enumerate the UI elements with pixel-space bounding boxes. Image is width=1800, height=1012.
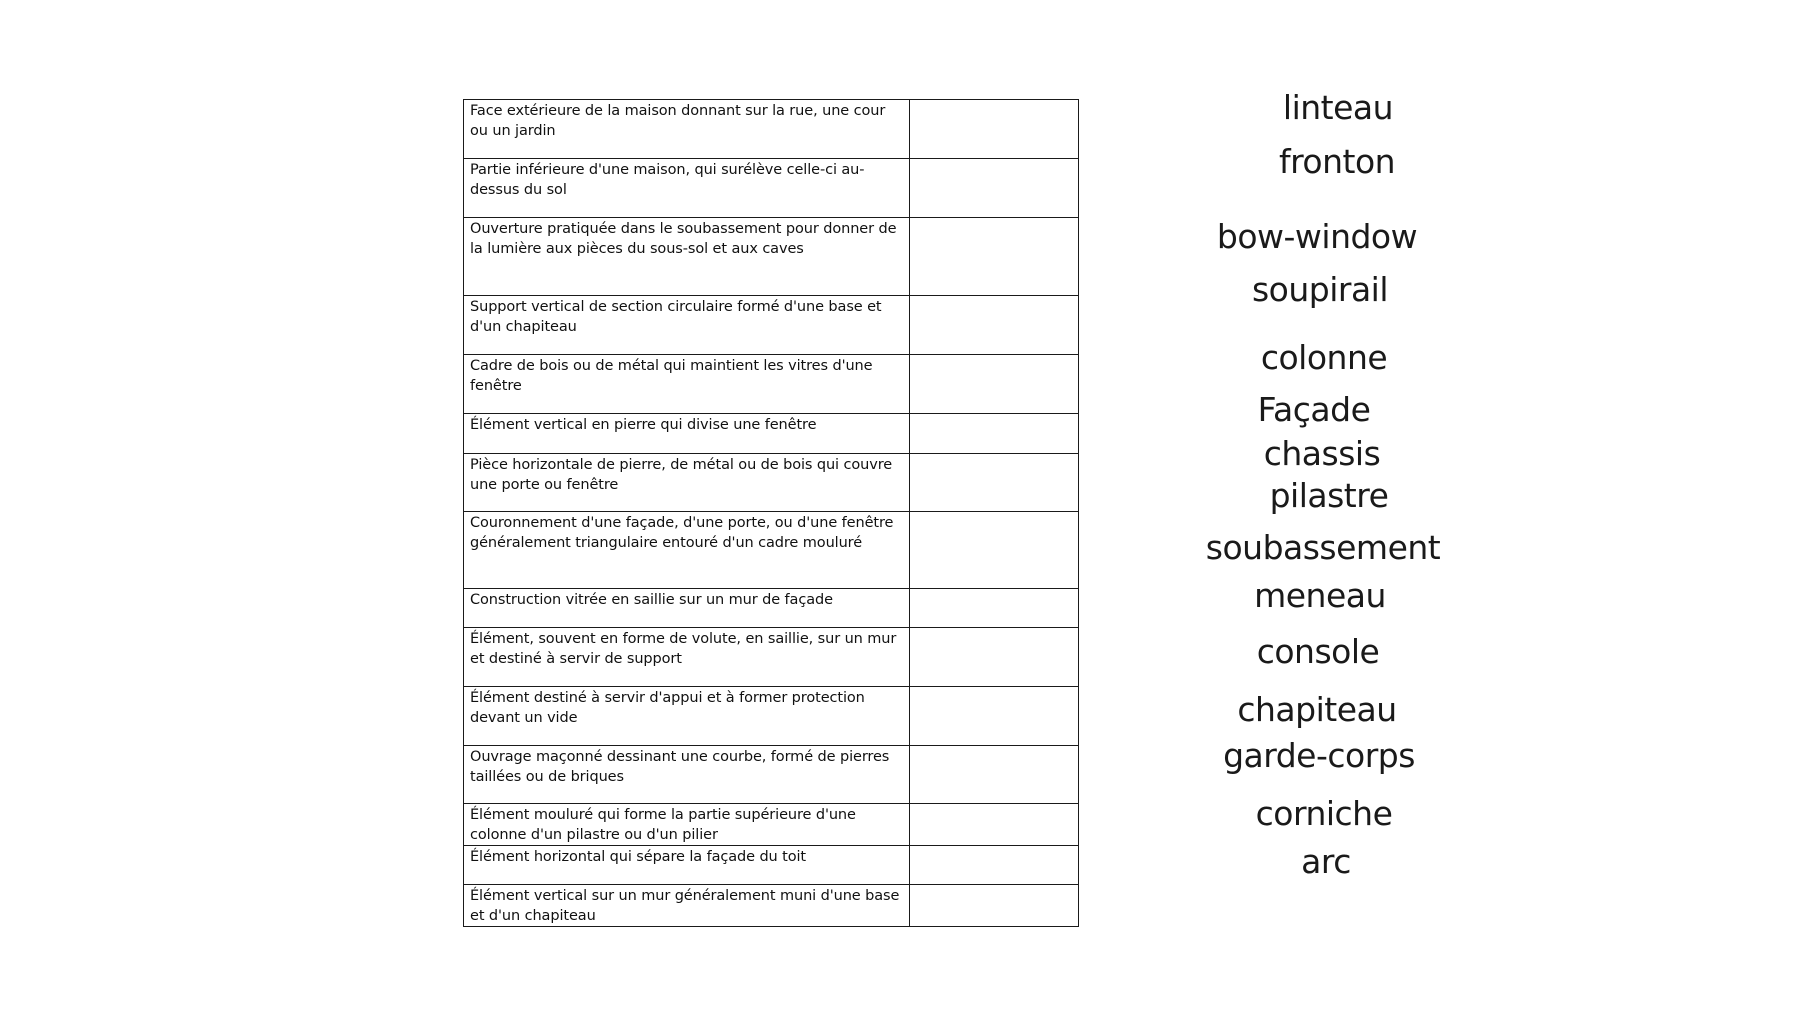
table-row xyxy=(464,885,1079,927)
answer-cell[interactable] xyxy=(910,746,1079,804)
table-row xyxy=(464,846,1079,885)
definition-text: Partie inférieure d'une maison, qui surélève celle-ci au-dessus du sol xyxy=(464,159,910,218)
table-row xyxy=(464,159,1079,218)
definition-text: Support vertical de section circulaire formé d'une base et d'un chapiteau xyxy=(464,296,910,355)
word-bank-item[interactable]: console xyxy=(1256,632,1380,671)
definition-text: Construction vitrée en saillie sur un mur de façade xyxy=(464,589,910,628)
word-bank-item[interactable]: garde-corps xyxy=(1223,736,1415,775)
definition-text: Élément, souvent en forme de volute, en saillie, sur un mur et destiné à servir de support xyxy=(464,628,910,687)
word-bank-item[interactable]: bow-window xyxy=(1216,217,1418,256)
definition-text: Élément vertical en pierre qui divise une fenêtre xyxy=(464,414,910,454)
table-row xyxy=(464,589,1079,628)
answer-cell[interactable] xyxy=(910,296,1079,355)
definition-text: Ouvrage maçonné dessinant une courbe, formé de pierres taillées ou de briques xyxy=(464,746,910,804)
answer-cell[interactable] xyxy=(910,628,1079,687)
definition-text: Cadre de bois ou de métal qui maintient les vitres d'une fenêtre xyxy=(464,355,910,414)
table-row xyxy=(464,100,1079,159)
word-bank-item[interactable]: soupirail xyxy=(1251,270,1389,309)
table-row xyxy=(464,355,1079,414)
answer-cell[interactable] xyxy=(910,846,1079,885)
definition-text: Élément vertical sur un mur généralement muni d'une base et d'un chapiteau xyxy=(464,885,910,927)
word-bank-item[interactable]: arc xyxy=(1301,842,1351,881)
definition-text: Pièce horizontale de pierre, de métal ou de bois qui couvre une porte ou fenêtre xyxy=(464,454,910,512)
definition-text: Élément horizontal qui sépare la façade du toit xyxy=(464,846,910,885)
definition-text: Face extérieure de la maison donnant sur la rue, une cour ou un jardin xyxy=(464,100,910,159)
answer-cell[interactable] xyxy=(910,687,1079,746)
definition-text: Élément mouluré qui forme la partie supérieure d'une colonne d'un pilastre ou d'un pilier xyxy=(464,804,910,846)
word-bank-item[interactable]: Façade xyxy=(1257,390,1371,429)
table-row xyxy=(464,296,1079,355)
word-bank-item[interactable]: chassis xyxy=(1263,434,1381,473)
definition-text: Couronnement d'une façade, d'une porte, ou d'une fenêtre généralement triangulaire entouré d'un cadre mouluré xyxy=(464,512,910,589)
table-row xyxy=(464,628,1079,687)
table-row xyxy=(464,218,1079,296)
table-row xyxy=(464,512,1079,589)
answer-cell[interactable] xyxy=(910,512,1079,589)
word-bank-item[interactable]: colonne xyxy=(1260,338,1388,377)
word-bank-item[interactable]: fronton xyxy=(1278,142,1396,181)
table-row xyxy=(464,414,1079,454)
definitions-table xyxy=(463,99,1079,927)
table-row xyxy=(464,804,1079,846)
answer-cell[interactable] xyxy=(910,100,1079,159)
answer-cell[interactable] xyxy=(910,414,1079,454)
word-bank-item[interactable]: pilastre xyxy=(1269,476,1389,515)
word-bank-item[interactable]: corniche xyxy=(1255,794,1393,833)
definition-text: Ouverture pratiquée dans le soubassement pour donner de la lumière aux pièces du sous-sol et aux caves xyxy=(464,218,910,296)
answer-cell[interactable] xyxy=(910,885,1079,927)
answer-cell[interactable] xyxy=(910,355,1079,414)
word-bank-item[interactable]: meneau xyxy=(1254,576,1386,615)
answer-cell[interactable] xyxy=(910,159,1079,218)
word-bank-item[interactable]: linteau xyxy=(1282,88,1394,127)
definition-text: Élément destiné à servir d'appui et à former protection devant un vide xyxy=(464,687,910,746)
word-bank-item[interactable]: soubassement xyxy=(1205,528,1441,567)
answer-cell[interactable] xyxy=(910,589,1079,628)
word-bank-item[interactable]: chapiteau xyxy=(1237,690,1397,729)
answer-cell[interactable] xyxy=(910,454,1079,512)
answer-cell[interactable] xyxy=(910,218,1079,296)
table-row xyxy=(464,746,1079,804)
table-row xyxy=(464,687,1079,746)
answer-cell[interactable] xyxy=(910,804,1079,846)
table-row xyxy=(464,454,1079,512)
